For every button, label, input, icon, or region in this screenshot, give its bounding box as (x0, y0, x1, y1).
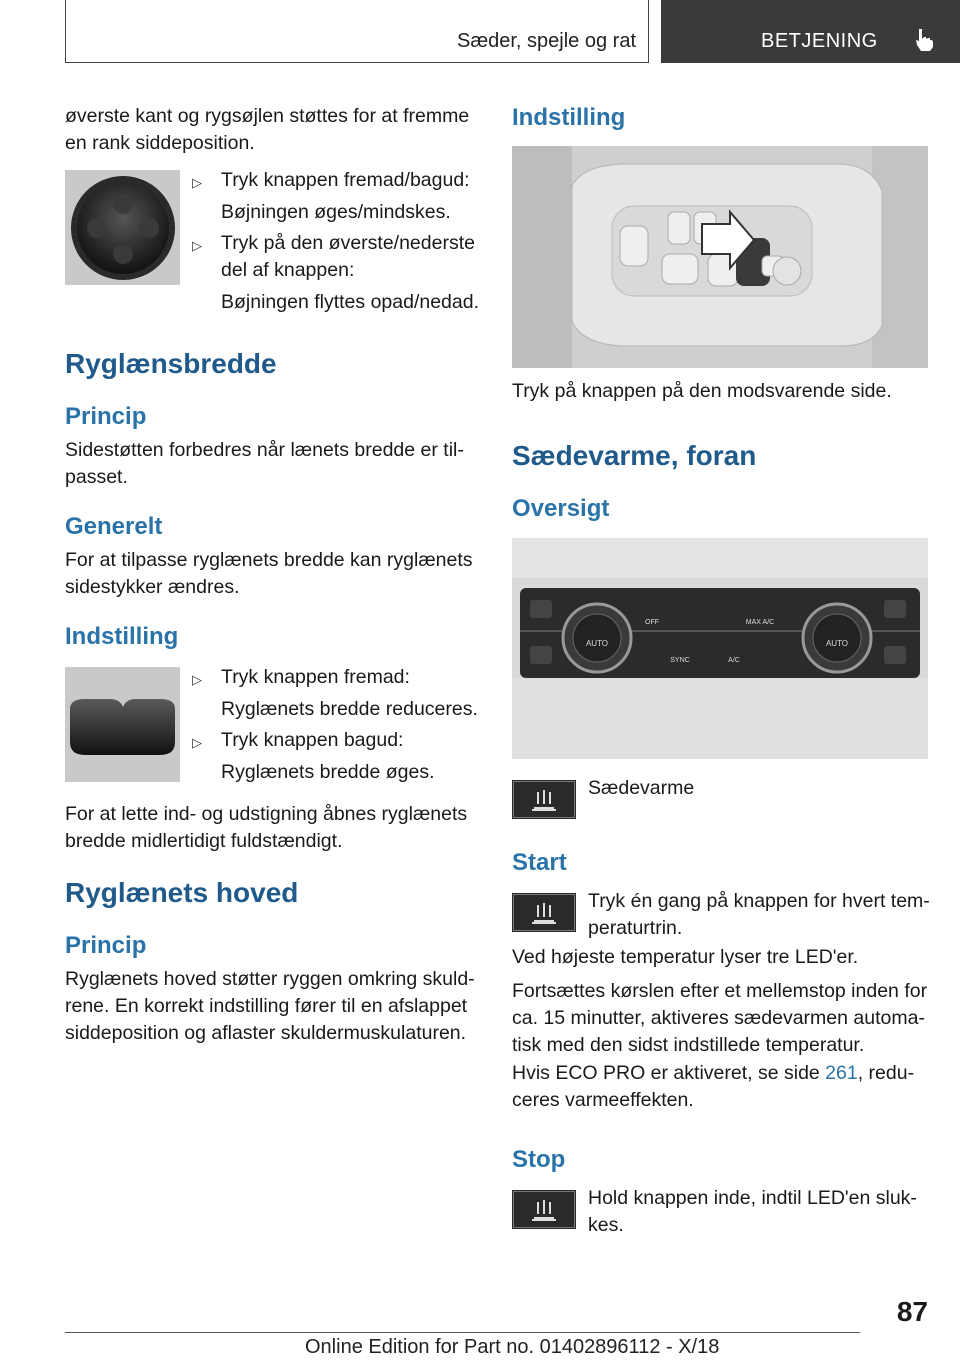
backrest-note-line-2: bredde midlertidigt fuldstændigt. (65, 830, 343, 852)
stop-text-line-1: Hold knappen inde, indtil LED'en sluk- (588, 1187, 917, 1209)
auto-left-label: AUTO (585, 639, 609, 648)
start-text-line-2: peraturtrin. (588, 917, 683, 939)
headrest-principle-heading: Princip (65, 932, 147, 959)
backrest-principle-heading: Princip (65, 403, 147, 430)
backrest-note-line-1: For at lette ind- og udstigning åbnes ryglænets (65, 803, 468, 825)
headrest-line-2: rene. En korrekt indstilling fører til en afslappet (65, 995, 468, 1017)
sync-label: SYNC (670, 657, 690, 664)
start-p2-line-2: ca. 15 minutter, aktiveres sædevarmen automa- (512, 1007, 925, 1029)
lumbar-button-image (65, 170, 180, 285)
edition-text: Online Edition for Part no. 01402896112 - X/18 (305, 1336, 720, 1358)
header-section-box (65, 0, 649, 63)
climate-panel-image (512, 538, 928, 759)
lumbar-result-1: Bøjningen øges/mindskes. (221, 201, 451, 223)
backrest-principle-line-2: passet. (65, 466, 128, 488)
backrest-principle-line-1: Sidestøtten forbedres når lænets bredde er til- (65, 439, 464, 461)
footer-divider (65, 1332, 860, 1333)
lumbar-result-2: Bøjningen flyttes opad/nedad. (221, 291, 480, 313)
overview-heading: Oversigt (512, 495, 610, 522)
lumbar-bullet-2a: Tryk på den øverste/nederste (221, 232, 475, 254)
lumbar-bullet-1: Tryk knappen fremad/bagud: (221, 169, 470, 191)
headrest-heading: Ryglænets hoved (65, 877, 299, 908)
right-setting-heading: Indstilling (512, 104, 626, 131)
headrest-line-3: siddeposition og aflaster skuldermuskulaturen. (65, 1022, 467, 1044)
right-setting-text: Tryk på knappen på den modsvarende side. (512, 380, 892, 402)
headrest-line-1: Ryglænets hoved støtter ryggen omkring skuld- (65, 968, 475, 990)
start-p1: Ved højeste temperatur lyser tre LED'er. (512, 946, 859, 968)
intro-line-1: øverste kant og rygsøjlen støttes for at fremme (65, 105, 470, 127)
backrest-width-button-image (65, 667, 180, 782)
seat-heating-heading: Sædevarme, foran (512, 440, 757, 471)
intro-line-2: en rank siddeposition. (65, 132, 255, 154)
backrest-general-heading: Generelt (65, 513, 163, 540)
seat-controls-image (512, 146, 928, 368)
page-number: 87 (896, 1296, 928, 1327)
lumbar-bullet-2b: del af knappen: (221, 259, 355, 281)
bullet-triangle-icon: ▷ (192, 238, 202, 253)
backrest-bullet-1: Tryk knappen fremad: (221, 666, 410, 688)
eco-line-2: ceres varmeeffekten. (512, 1089, 694, 1111)
off-label: OFF (645, 619, 659, 626)
bullet-triangle-icon: ▷ (192, 735, 202, 750)
backrest-general-line-2: sidestykker ændres. (65, 576, 240, 598)
backrest-general-line-1: For at tilpasse ryglænets bredde kan ryglænets (65, 549, 473, 571)
stop-text-line-2: kes. (588, 1214, 624, 1236)
bullet-triangle-icon: ▷ (192, 672, 202, 687)
page-261-link[interactable]: 261 (825, 1062, 858, 1084)
eco-text-before: Hvis ECO PRO er aktiveret, se side (512, 1062, 826, 1084)
header-section-title: Sæder, spejle og rat (457, 30, 636, 52)
start-p2-line-1: Fortsættes kørslen efter et mellemstop inden for (512, 980, 928, 1002)
hand-pointer-icon (913, 27, 937, 53)
seat-heating-icon (512, 1190, 576, 1229)
start-p2-line-3: tisk med den sidst indstillede temperatur. (512, 1034, 865, 1056)
backrest-result-1: Ryglænets bredde reduceres. (221, 698, 478, 720)
max-ac-label: MAX A/C (745, 619, 775, 626)
header-chapter-box (661, 0, 960, 63)
eco-line-1 (512, 1060, 914, 1087)
seat-heating-caption: Sædevarme (588, 777, 695, 799)
seat-heating-icon (512, 893, 576, 932)
stop-heading: Stop (512, 1146, 566, 1173)
bullet-triangle-icon: ▷ (192, 175, 202, 190)
backrest-result-2: Ryglænets bredde øges. (221, 761, 435, 783)
auto-right-label: AUTO (825, 639, 849, 648)
backrest-width-heading: Ryglænsbredde (65, 348, 277, 379)
eco-text-after: , redu- (857, 1062, 915, 1084)
backrest-bullet-2: Tryk knappen bagud: (221, 729, 404, 751)
ac-label: A/C (728, 657, 740, 664)
header-chapter-title: BETJENING (761, 30, 878, 52)
backrest-setting-heading: Indstilling (65, 623, 179, 650)
start-text-line-1: Tryk én gang på knappen for hvert tem- (588, 890, 930, 912)
seat-heating-icon (512, 780, 576, 819)
start-heading: Start (512, 849, 567, 876)
